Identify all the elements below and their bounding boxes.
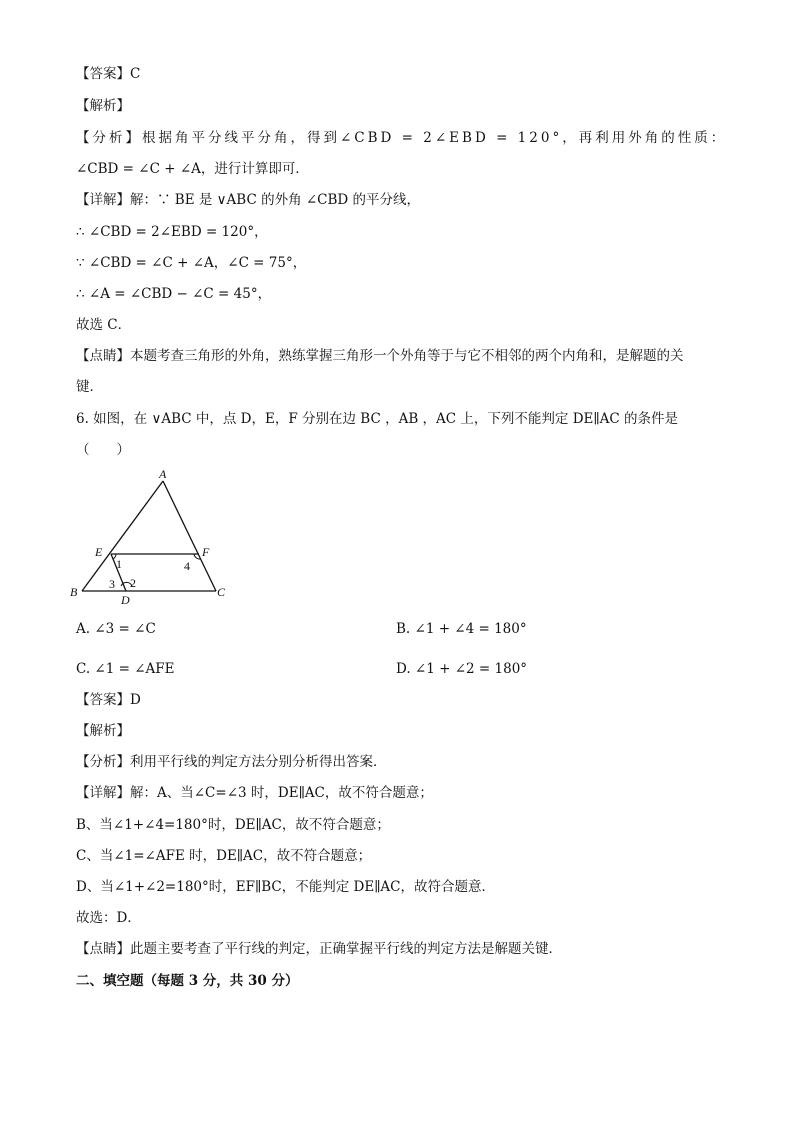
label-angle-1: 1	[116, 557, 122, 571]
q5-detail-line5: 故选 C．	[76, 317, 132, 333]
q6-option-b: B. ∠1 + ∠4 = 180°	[396, 621, 527, 637]
q6-detail-line3: C、当∠1=∠AFE 时，DE∥AC，故不符合题意；	[76, 848, 372, 864]
label-b: B	[70, 585, 78, 599]
label-e: E	[95, 545, 103, 559]
q5-answer: 【答案】C	[76, 66, 141, 82]
q6-option-d: D. ∠1 + ∠2 = 180°	[396, 661, 528, 677]
q5-comment-line2: 键．	[76, 379, 103, 395]
q6-stem-line2: （ ）	[76, 442, 130, 458]
q5-detail-line3: ∵ ∠CBD = ∠C + ∠A，∠C = 75°，	[76, 255, 307, 271]
q5-analysis-line2: ∠CBD = ∠C + ∠A，进行计算即可．	[76, 161, 309, 177]
side-ac	[163, 481, 216, 591]
q5-comment-line1: 【点睛】本题考查三角形的外角，熟练掌握三角形一个外角等于与它不相邻的两个内角和，是解题的关	[76, 348, 684, 364]
q6-triangle-figure	[66, 468, 241, 608]
q6-jiexi-heading: 【解析】	[76, 723, 130, 739]
label-angle-4: 4	[184, 559, 190, 573]
label-angle-3: 3	[109, 577, 115, 591]
q6-detail-line4: D、当∠1+∠2=180°时，EF∥BC，不能判定 DE∥AC，故符合题意．	[76, 879, 496, 895]
q6-detail-line2: B、当∠1+∠4=180°时，DE∥AC，故不符合题意；	[76, 817, 390, 833]
label-angle-2: 2	[130, 576, 136, 590]
q6-option-c: C. ∠1 = ∠AFE	[76, 661, 175, 677]
q6-detail-line5: 故选：D．	[76, 910, 141, 926]
q5-detail-line1: 【详解】解：∵ BE 是 ∨ABC 的外角 ∠CBD 的平分线，	[76, 192, 421, 208]
q5-detail-line2: ∴ ∠CBD = 2∠EBD = 120°，	[76, 224, 268, 240]
q6-stem-line1: 6. 如图，在 ∨ABC 中，点 D，E，F 分别在边 BC ，AB ，AC 上，下列不能判定 DE∥AC 的条件是	[76, 411, 679, 427]
q5-analysis-line1: 【分析】根据角平分线平分角，得到∠CBD = 2∠EBD = 120°，再利用外角的性质：	[76, 130, 728, 146]
q6-answer: 【答案】D	[76, 692, 141, 708]
side-ab	[82, 481, 163, 591]
section-2-title: 二、填空题（每题 3 分，共 30 分）	[76, 973, 299, 989]
q6-comment: 【点睛】此题主要考查了平行线的判定，正确掌握平行线的判定方法是解题关键．	[76, 941, 562, 957]
label-a: A	[159, 468, 167, 481]
q5-detail-line4: ∴ ∠A = ∠CBD − ∠C = 45°，	[76, 286, 272, 302]
label-c: C	[217, 585, 226, 599]
q6-detail-line1: 【详解】解：A、当∠C=∠3 时，DE∥AC，故不符合题意；	[76, 785, 433, 801]
q5-jiexi-heading: 【解析】	[76, 98, 130, 114]
q6-option-a: A. ∠3 = ∠C	[76, 621, 156, 637]
label-d: D	[121, 593, 130, 607]
label-f: F	[202, 545, 210, 559]
q6-analysis: 【分析】利用平行线的判定方法分别分析得出答案．	[76, 754, 387, 770]
